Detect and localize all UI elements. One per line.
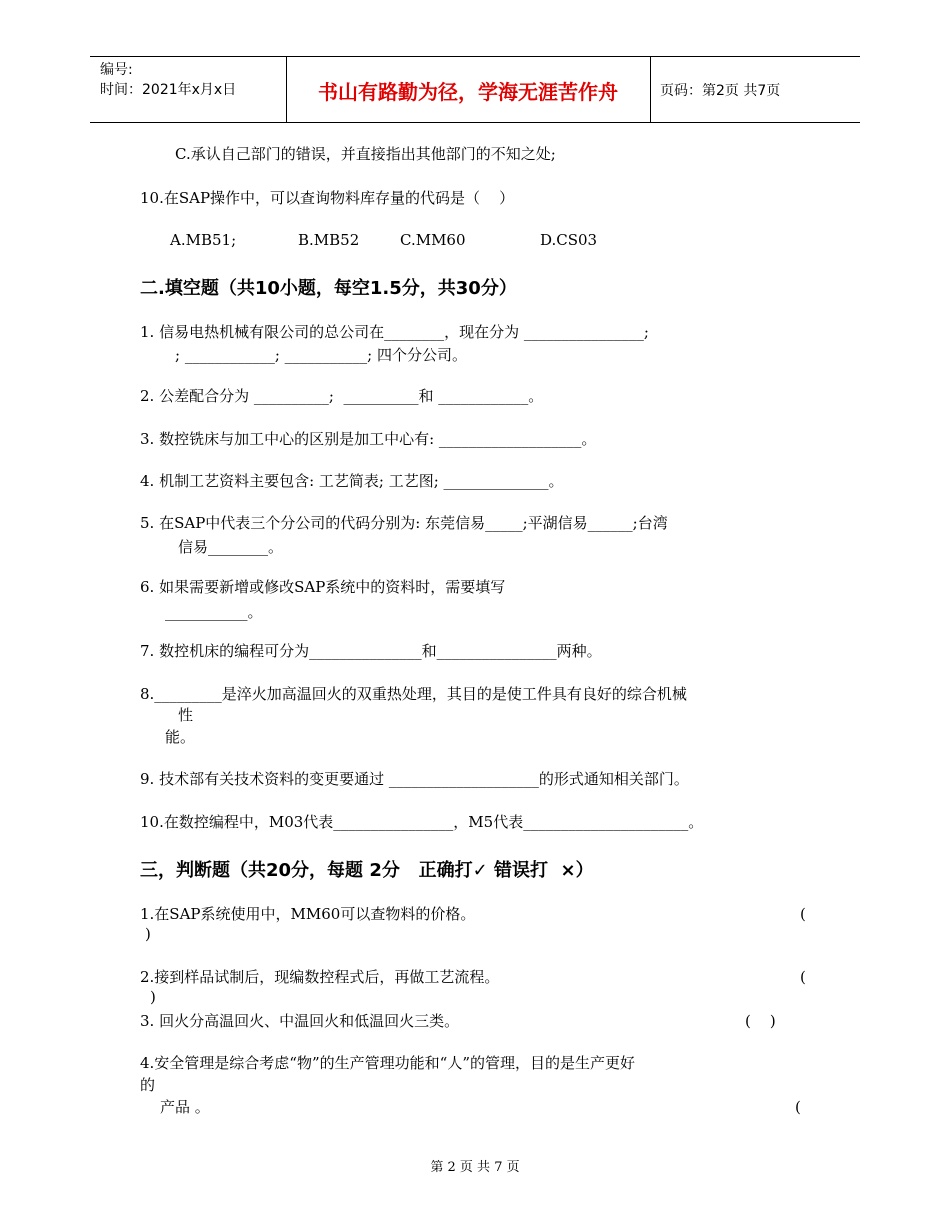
- header-bottom-rule: [90, 122, 860, 123]
- header-top-rule: [90, 56, 860, 57]
- fill-q3: 3. 数控铣床与加工中心的区别是加工中心有: ___________________。: [140, 430, 597, 448]
- footer-page-number: 第 2 页 共 7 页: [430, 1160, 520, 1175]
- fill-q4: 4. 机制工艺资料主要包含: 工艺简表; 工艺图; ______________。: [140, 472, 564, 490]
- fill-q8-line2: 性: [178, 706, 194, 724]
- fill-q6-line2: ___________。: [165, 603, 263, 621]
- question-10-option-c: C.MM60: [400, 231, 466, 249]
- judge-q4-paren-open: (: [795, 1098, 801, 1116]
- judge-q2-paren-close: ): [150, 988, 156, 1006]
- judge-q2-paren-open: (: [800, 968, 806, 986]
- fill-q8-line1: 8._________是淬火加高温回火的双重热处理，其目的是使工件具有良好的综合机械: [140, 685, 687, 703]
- judge-q2: 2.接到样品试制后，现编数控程式后，再做工艺流程。: [140, 968, 500, 986]
- question-10-option-d: D.CS03: [540, 231, 598, 249]
- judge-q4-line3: 产品 。: [160, 1098, 210, 1116]
- header-meta: [100, 60, 236, 100]
- header-number-label: 编号:: [100, 62, 133, 78]
- question-10-option-a: A.MB51;: [170, 231, 237, 249]
- fill-q1-line1: 1. 信易电热机械有限公司的总公司在________，现在分为 ________________;: [140, 323, 649, 341]
- judge-q3-paren: ( ): [745, 1012, 776, 1030]
- judge-q4-line2: 的: [140, 1076, 156, 1094]
- fill-q6-line1: 6. 如果需要新增或修改SAP系统中的资料时，需要填写: [140, 578, 506, 596]
- fill-q8-line3: 能。: [165, 728, 196, 746]
- judge-q1-paren-open: (: [800, 905, 806, 923]
- judge-q1-paren-close: ): [145, 925, 151, 943]
- section-3-title: 三，判断题（共20分，每题 2分 正确打✓ 错误打 ×）: [140, 860, 594, 881]
- fill-q1-line2: ; ____________; ___________; 四个分公司。: [175, 346, 467, 364]
- fill-q5-line1: 5. 在SAP中代表三个分公司的代码分别为: 东莞信易_____;平湖信易______;台湾: [140, 514, 668, 532]
- header-page-info: 页码：第2页 共7页: [660, 83, 781, 99]
- fill-q2: 2. 公差配合分为 __________; __________和 ____________。: [140, 387, 544, 405]
- judge-q4-line1: 4.安全管理是综合考虑“物”的生产管理功能和“人”的管理，目的是生产更好: [140, 1054, 635, 1072]
- header-motto: 书山有路勤为径，学海无涯苦作舟: [318, 80, 618, 104]
- judge-q1: 1.在SAP系统使用中，MM60可以查物料的价格。: [140, 905, 476, 923]
- fill-q5-line2: 信易________。: [178, 538, 284, 556]
- option-c: C.承认自己部门的错误，并直接指出其他部门的不知之处;: [175, 145, 556, 163]
- question-10: 10.在SAP操作中，可以查询物料库存量的代码是（ ）: [140, 189, 515, 207]
- fill-q10: 10.在数控编程中，M03代表________________，M5代表______________________。: [140, 813, 704, 831]
- fill-q7: 7. 数控机床的编程可分为_______________和________________两种。: [140, 642, 602, 660]
- header-date: 时间：2021年x月x日: [100, 82, 237, 98]
- section-2-title: 二.填空题（共10小题，每空1.5分，共30分）: [140, 278, 517, 299]
- question-10-option-b: B.MB52: [298, 231, 360, 249]
- judge-q3: 3. 回火分高温回火、中温回火和低温回火三类。: [140, 1012, 460, 1030]
- fill-q9: 9. 技术部有关技术资料的变更要通过 ____________________的形式通知相关部门。: [140, 770, 689, 788]
- header-divider-right: [650, 56, 651, 122]
